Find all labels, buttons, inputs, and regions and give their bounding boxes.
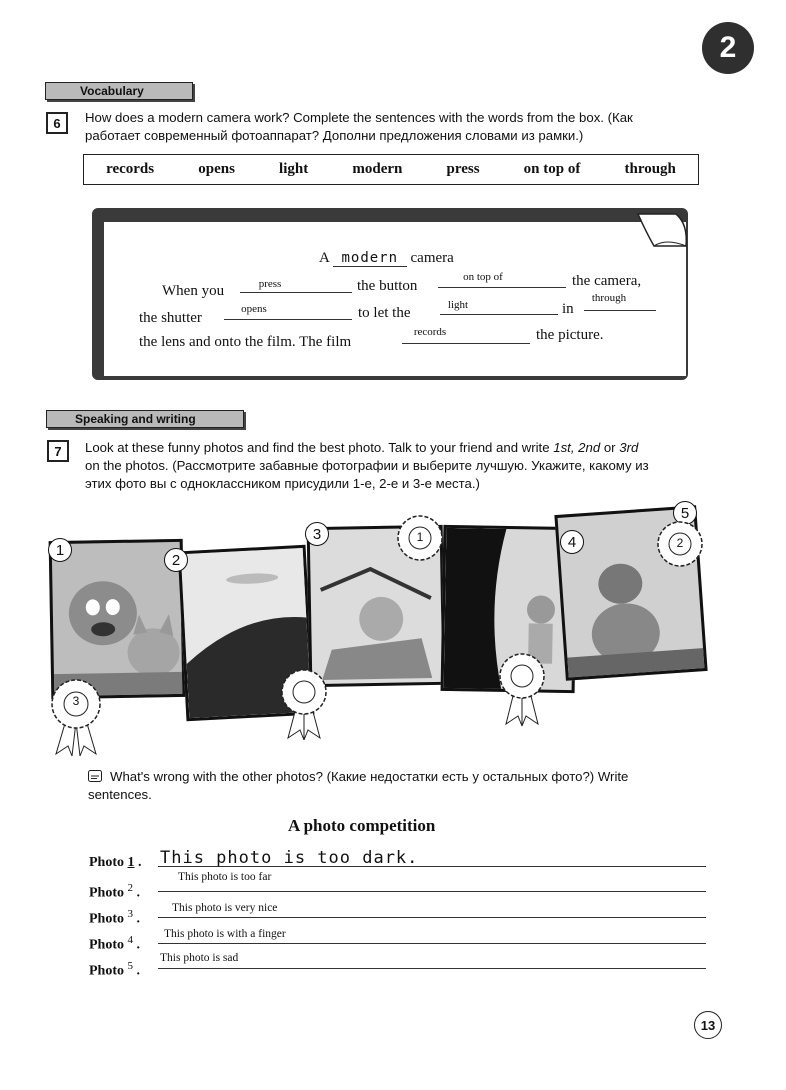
exercise-7-number: 7 [47, 440, 69, 462]
page-number: 13 [694, 1011, 722, 1039]
blank-records[interactable] [402, 343, 530, 344]
photo-label-3: Photo $^3$ . [89, 908, 140, 927]
photo-3-number: 3 [305, 522, 329, 546]
answer-on-top-of: on top of [463, 271, 503, 283]
word-opens: opens [198, 161, 235, 177]
rosette-empty-icon[interactable] [280, 668, 328, 740]
answer-3: This photo is very nice [172, 902, 278, 914]
blank-through[interactable] [584, 310, 656, 311]
rosette-empty-icon[interactable] [498, 652, 546, 728]
board-title: A modern camera [319, 250, 454, 266]
follow-up-instruction: What's wrong with the other photos? (Какие недостатки есть у остальных фото?) Write sentences. [88, 769, 629, 802]
answer-press: press [258, 278, 282, 290]
instruction-en: How does a modern camera work? Complete the sentences with the words from the box. (Как [85, 110, 633, 125]
competition-title: A photo competition [288, 816, 436, 835]
board-title-answer: modern [333, 250, 407, 267]
answer-line-3[interactable] [158, 917, 706, 918]
photo-label-2: Photo $^2$ . [89, 882, 140, 901]
speaking-writing-header: Speaking and writing [46, 410, 244, 428]
word-box [83, 154, 699, 185]
answer-opens: opens [241, 303, 267, 315]
board-line2-c: in [562, 301, 574, 317]
word-records: records [106, 161, 155, 177]
instruction-ru: работает современный фотоаппарат? Дополни предложения словами из рамки.) [85, 128, 584, 143]
photo-1-number: 1 [48, 538, 72, 562]
photo-4-number: 4 [560, 530, 584, 554]
photo-5-number: 5 [673, 501, 697, 525]
board-line1-c: the camera, [572, 273, 642, 289]
photo-label-1: Photo 1 . [89, 855, 142, 870]
answer-line-5[interactable] [158, 968, 706, 969]
blank-press[interactable] [240, 292, 352, 293]
blank-light[interactable] [440, 314, 558, 315]
word-press: press [446, 161, 480, 177]
exercise-7-instruction: Look at these funny photos and find the best photo. Talk to your friend and write 1st, 2nd or 3rd on the photos. (Рассмотрите забавные фотографии и выберите лучшую. Укажите, какому из этих фото вы с одноклассником присудили 1-е, 2-е и 3-е места.) [85, 440, 649, 491]
board-line2-b: to let the [358, 305, 411, 321]
photo-label-4: Photo $^4$ . [89, 934, 140, 953]
word-through: through [624, 161, 676, 177]
blank-opens[interactable] [224, 319, 352, 320]
board-line2-a: the shutter [139, 310, 202, 326]
exercise-6-instruction [85, 109, 705, 145]
answer-line-4[interactable] [158, 943, 706, 944]
answer-through: through [591, 292, 627, 304]
photo-label-5: Photo $^5$ . [89, 960, 140, 979]
board-line3-b: the picture. [536, 327, 604, 343]
word-modern: modern [352, 161, 403, 177]
answer-2: This photo is too far [178, 871, 272, 883]
answer-light: light [447, 299, 469, 311]
exercise-6-number: 6 [46, 112, 68, 134]
answer-4: This photo is with a finger [164, 928, 286, 940]
answer-records: records [413, 326, 447, 338]
blank-on-top-of[interactable] [438, 287, 566, 288]
word-light: light [279, 161, 309, 177]
vocabulary-header: Vocabulary [45, 82, 193, 100]
rosette-2nd-label: 2 [676, 536, 684, 550]
answer-5: This photo is sad [160, 952, 239, 964]
photo-2-number: 2 [164, 548, 188, 572]
unit-badge: 2 [702, 22, 754, 74]
board-line1-a: When you [162, 283, 225, 299]
rosette-icon [50, 678, 102, 758]
board-line1-b: the button [357, 278, 418, 294]
board-line3-a: the lens and onto the film. The film [139, 334, 352, 350]
rosette-3rd-label: 3 [72, 694, 80, 708]
rosette-1st-label: 1 [416, 530, 424, 544]
word-on-top-of: on top of [523, 161, 581, 177]
page-curl-icon [636, 212, 692, 248]
answer-line-2[interactable] [158, 891, 706, 892]
answer-1: This photo is too dark. [160, 848, 419, 868]
